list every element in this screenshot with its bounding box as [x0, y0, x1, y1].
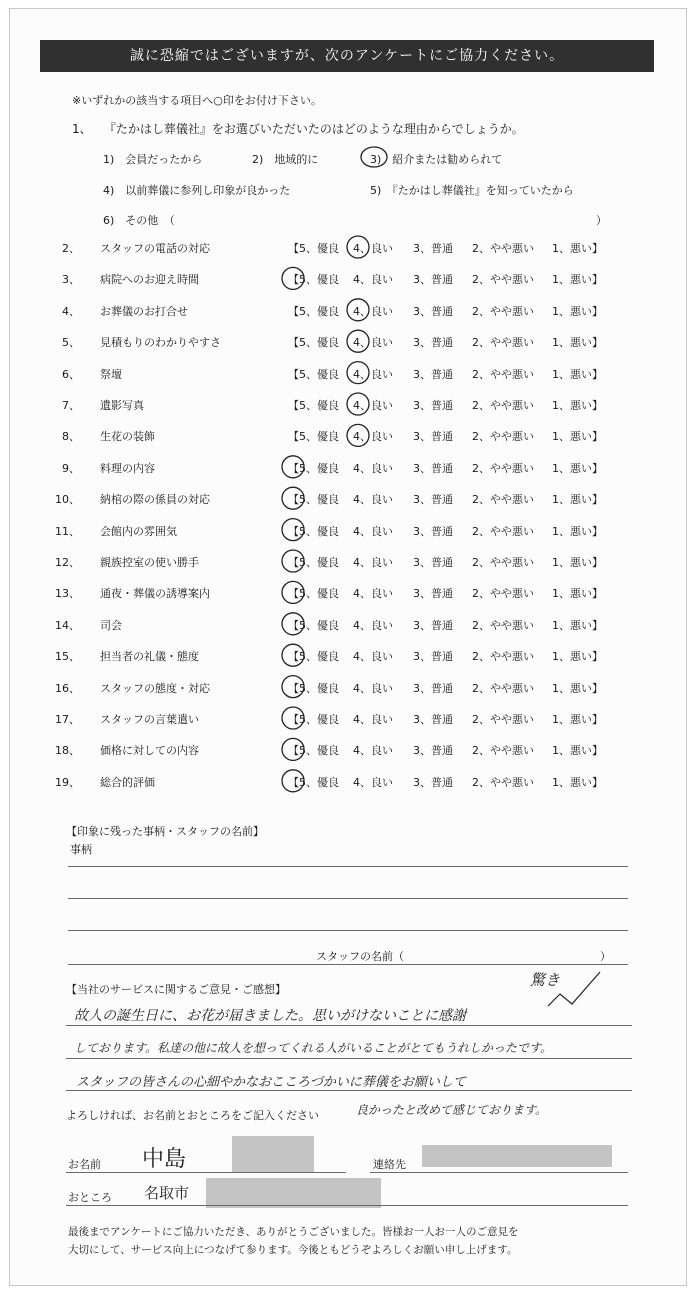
rating-row — [0, 240, 694, 260]
rating-option-4[interactable]: 4、良い — [353, 744, 393, 758]
rating-row-number: 3、 — [62, 273, 80, 287]
rating-option-2[interactable]: 2、やや悪い — [472, 681, 534, 695]
rating-row — [0, 680, 694, 700]
rating-option-1[interactable]: 1、悪い】 — [552, 273, 603, 287]
rating-row-number: 8、 — [62, 430, 80, 444]
question-1-text: 『たかはし葬儀社』をお選びいただいたのはどのような理由からでしょうか。 — [103, 122, 524, 136]
rating-row-label: 親族控室の使い勝手 — [100, 556, 199, 569]
rating-option-5[interactable]: 【5、優良 — [288, 367, 339, 381]
rating-option-4[interactable]: 4、良い — [353, 242, 393, 255]
rating-row-label: 総合的評価 — [100, 775, 155, 789]
rating-option-5[interactable]: 【5、優良 — [288, 273, 339, 287]
rating-option-3[interactable]: 3、普通 — [413, 713, 453, 726]
rating-row-number: 13、 — [55, 587, 80, 601]
rating-option-3[interactable]: 3、普通 — [413, 336, 453, 350]
rating-row-label: 担当者の礼儀・態度 — [100, 650, 199, 664]
opinion-title: 【当社のサービスに関するご意見・ご感想】 — [66, 983, 286, 996]
name-label: お名前 — [68, 1158, 101, 1171]
rating-option-2[interactable]: 2、やや悪い — [472, 493, 534, 507]
rating-option-5[interactable]: 【5、優良 — [288, 524, 339, 538]
rating-option-4[interactable]: 4、良い — [353, 304, 393, 318]
rating-option-2[interactable]: 2、やや悪い — [472, 775, 534, 789]
rating-row-number: 9、 — [62, 461, 80, 475]
opinion-insert: 驚き — [530, 971, 561, 989]
rating-option-2[interactable]: 2、やや悪い — [472, 713, 534, 726]
rating-row-label: 祭壇 — [100, 367, 122, 381]
rating-row — [0, 428, 694, 448]
address-value[interactable]: 名取市 — [144, 1184, 190, 1202]
rating-option-2[interactable]: 2、やや悪い — [472, 587, 534, 601]
rating-row-number: 19、 — [55, 775, 80, 789]
q1-option-1[interactable]: 1) 会員だったから — [103, 153, 203, 166]
rating-option-5[interactable]: 【5、優良 — [288, 650, 339, 664]
rating-option-3[interactable]: 3、普通 — [413, 461, 453, 475]
rating-row — [0, 366, 694, 386]
opinion-line-4: 良かったと改めて感じております。 — [356, 1103, 548, 1117]
matter-line-1[interactable] — [68, 866, 628, 867]
rating-option-5[interactable]: 【5、優良 — [288, 336, 339, 350]
rating-option-5[interactable]: 【5、優良 — [288, 304, 339, 318]
matter-line-3[interactable] — [68, 930, 628, 931]
rating-option-2[interactable]: 2、やや悪い — [472, 461, 534, 475]
rating-option-4[interactable]: 4、良い — [353, 650, 393, 664]
rating-option-4[interactable]: 4、良い — [353, 524, 393, 538]
q1-option-6-close: ） — [596, 214, 607, 227]
rating-option-3[interactable]: 3、普通 — [413, 493, 453, 507]
rating-option-1[interactable]: 1、悪い】 — [552, 399, 603, 412]
address-line — [66, 1205, 628, 1206]
q1-option-2[interactable]: 2) 地域的に — [252, 153, 319, 166]
rating-row-label: 司会 — [100, 618, 122, 632]
rating-row-number: 6、 — [62, 367, 80, 381]
rating-option-4[interactable]: 4、良い — [353, 775, 393, 789]
opinion-line-2: しております。私達の他に故人を想ってくれる人がいることがとてもうれしかったです。 — [74, 1041, 553, 1055]
rating-option-4[interactable]: 4、良い — [353, 587, 393, 601]
contact-label: 連絡先 — [373, 1158, 406, 1171]
rating-row-number: 2、 — [62, 242, 80, 255]
rating-option-5[interactable]: 【5、優良 — [288, 713, 339, 726]
rating-option-4[interactable]: 4、良い — [353, 430, 393, 444]
q1-option-6[interactable]: 6) その他 （ — [103, 214, 175, 227]
rating-option-3[interactable]: 3、普通 — [413, 681, 453, 695]
rating-row-label: スタッフの態度・対応 — [100, 681, 210, 695]
rating-row — [0, 523, 694, 543]
rating-option-4[interactable]: 4、良い — [353, 493, 393, 507]
rating-option-4[interactable]: 4、良い — [353, 681, 393, 695]
rating-row-number: 14、 — [55, 618, 80, 632]
rating-row-label: 病院へのお迎え時間 — [100, 273, 199, 287]
rating-option-1[interactable]: 1、悪い】 — [552, 367, 603, 381]
instruction-text: ※いずれかの該当する項目へ○印をお付け下さい。 — [72, 94, 322, 107]
rating-option-3[interactable]: 3、普通 — [413, 304, 453, 318]
rating-option-1[interactable]: 1、悪い】 — [552, 587, 603, 601]
staff-name-close: ） — [600, 950, 611, 963]
contact-line — [370, 1172, 628, 1173]
rating-row — [0, 491, 694, 511]
opinion-rule-2 — [66, 1058, 632, 1059]
rating-row — [0, 711, 694, 731]
rating-row-number: 15、 — [55, 650, 80, 664]
rating-option-5[interactable]: 【5、優良 — [288, 775, 339, 789]
rating-option-5[interactable]: 【5、優良 — [288, 242, 339, 255]
rating-option-3[interactable]: 3、普通 — [413, 775, 453, 789]
rating-row-label: 料理の内容 — [100, 461, 155, 475]
rating-option-4[interactable]: 4、良い — [353, 556, 393, 569]
rating-row-label: 会館内の雰囲気 — [100, 524, 177, 538]
rating-row-number: 12、 — [55, 556, 80, 569]
redacted-contact — [422, 1145, 612, 1167]
rating-row-label: スタッフの言葉遣い — [100, 713, 199, 726]
rating-option-5[interactable]: 【5、優良 — [288, 399, 339, 412]
rating-option-4[interactable]: 4、良い — [353, 367, 393, 381]
rating-row — [0, 742, 694, 762]
rating-option-2[interactable]: 2、やや悪い — [472, 273, 534, 287]
rating-option-4[interactable]: 4、良い — [353, 336, 393, 350]
rating-option-2[interactable]: 2、やや悪い — [472, 430, 534, 444]
rating-option-1[interactable]: 1、悪い】 — [552, 744, 603, 758]
rating-option-1[interactable]: 1、悪い】 — [552, 556, 603, 569]
rating-option-4[interactable]: 4、良い — [353, 399, 393, 412]
rating-option-4[interactable]: 4、良い — [353, 618, 393, 632]
rating-option-2[interactable]: 2、やや悪い — [472, 242, 534, 255]
rating-option-3[interactable]: 3、普通 — [413, 744, 453, 758]
rating-option-3[interactable]: 3、普通 — [413, 587, 453, 601]
rating-row — [0, 648, 694, 668]
rating-row — [0, 585, 694, 605]
rating-row-number: 5、 — [62, 336, 80, 350]
rating-option-1[interactable]: 1、悪い】 — [552, 304, 603, 318]
rating-row-label: 生花の装飾 — [100, 430, 155, 444]
rating-option-3[interactable]: 3、普通 — [413, 524, 453, 538]
staff-name-line[interactable] — [68, 964, 628, 965]
rating-option-5[interactable]: 【5、優良 — [288, 556, 339, 569]
opinion-line-1: 故人の誕生日に、お花が届きました。思いがけないことに感謝 — [74, 1008, 466, 1024]
rating-row-number: 16、 — [55, 681, 80, 695]
rating-row-number: 4、 — [62, 304, 80, 318]
page-title: 誠に恐縮ではございますが、次のアンケートにご協力ください。 — [40, 40, 654, 72]
contact-request: よろしければ、お名前とおところをご記入ください — [66, 1109, 319, 1122]
rating-option-2[interactable]: 2、やや悪い — [472, 556, 534, 569]
rating-row — [0, 397, 694, 417]
rating-option-1[interactable]: 1、悪い】 — [552, 336, 603, 350]
rating-option-5[interactable]: 【5、優良 — [288, 587, 339, 601]
rating-row — [0, 617, 694, 637]
rating-option-1[interactable]: 1、悪い】 — [552, 461, 603, 475]
rating-option-3[interactable]: 3、普通 — [413, 399, 453, 412]
matter-line-2[interactable] — [68, 898, 628, 899]
rating-row-number: 7、 — [62, 399, 80, 412]
rating-option-3[interactable]: 3、普通 — [413, 273, 453, 287]
rating-option-2[interactable]: 2、やや悪い — [472, 336, 534, 350]
impression-title: 【印象に残った事柄・スタッフの名前】 — [66, 825, 264, 838]
redacted-name — [232, 1136, 314, 1172]
opinion-rule-1 — [66, 1025, 632, 1026]
rating-row-label: 通夜・葬儀の誘導案内 — [100, 587, 210, 601]
rating-option-3[interactable]: 3、普通 — [413, 618, 453, 632]
question-1-number: 1、 — [72, 122, 92, 136]
rating-option-1[interactable]: 1、悪い】 — [552, 775, 603, 789]
redacted-address — [206, 1178, 381, 1208]
staff-name-label: スタッフの名前（ — [316, 950, 404, 963]
rating-option-1[interactable]: 1、悪い】 — [552, 493, 603, 507]
rating-option-4[interactable]: 4、良い — [353, 461, 393, 475]
rating-option-5[interactable]: 【5、優良 — [288, 493, 339, 507]
survey-sheet — [9, 8, 687, 1286]
q1-option-4[interactable]: 4) 以前葬儀に参列し印象が良かった — [103, 184, 291, 197]
rating-row-label: 遺影写真 — [100, 399, 144, 412]
rating-option-2[interactable]: 2、やや悪い — [472, 618, 534, 632]
rating-row-number: 18、 — [55, 744, 80, 758]
rating-option-1[interactable]: 1、悪い】 — [552, 713, 603, 726]
rating-option-2[interactable]: 2、やや悪い — [472, 524, 534, 538]
rating-option-3[interactable]: 3、普通 — [413, 242, 453, 255]
matter-label: 事柄 — [70, 843, 92, 856]
rating-row-number: 10、 — [55, 493, 80, 507]
name-line — [66, 1172, 346, 1173]
rating-option-2[interactable]: 2、やや悪い — [472, 304, 534, 318]
rating-row — [0, 271, 694, 291]
rating-option-1[interactable]: 1、悪い】 — [552, 681, 603, 695]
rating-row-label: 価格に対しての内容 — [100, 744, 199, 758]
rating-option-1[interactable]: 1、悪い】 — [552, 618, 603, 632]
rating-option-5[interactable]: 【5、優良 — [288, 681, 339, 695]
rating-row — [0, 460, 694, 480]
rating-option-3[interactable]: 3、普通 — [413, 367, 453, 381]
rating-option-2[interactable]: 2、やや悪い — [472, 744, 534, 758]
rating-option-1[interactable]: 1、悪い】 — [552, 242, 603, 255]
rating-row — [0, 334, 694, 354]
rating-row-label: 納棺の際の係員の対応 — [100, 493, 210, 507]
rating-option-4[interactable]: 4、良い — [353, 713, 393, 726]
rating-row-label: 見積もりのわかりやすさ — [100, 336, 221, 350]
address-label: おところ — [68, 1191, 112, 1204]
rating-row-number: 17、 — [55, 713, 80, 726]
rating-option-3[interactable]: 3、普通 — [413, 556, 453, 569]
question-1 — [72, 120, 524, 137]
rating-row — [0, 774, 694, 794]
opinion-rule-3 — [66, 1090, 632, 1091]
rating-row-number: 11、 — [55, 524, 80, 538]
footer-line-2: 大切にして、サービス向上につなげて参ります。今後ともどうぞよろしくお願い申し上げます。 — [68, 1244, 518, 1256]
rating-option-1[interactable]: 1、悪い】 — [552, 430, 603, 444]
rating-option-4[interactable]: 4、良い — [353, 273, 393, 287]
rating-option-1[interactable]: 1、悪い】 — [552, 650, 603, 664]
rating-option-5[interactable]: 【5、優良 — [288, 744, 339, 758]
footer-line-1: 最後までアンケートにご協力いただき、ありがとうございました。皆様お一人お一人のご意見を — [68, 1226, 519, 1238]
rating-option-2[interactable]: 2、やや悪い — [472, 399, 534, 412]
rating-option-5[interactable]: 【5、優良 — [288, 430, 339, 444]
opinion-line-3: スタッフの皆さんの心細やかなおこころづかいに葬儀をお願いして — [76, 1075, 466, 1090]
rating-option-3[interactable]: 3、普通 — [413, 430, 453, 444]
q1-option-5[interactable]: 5) 『たかはし葬儀社』を知っていたから — [370, 184, 574, 197]
rating-row — [0, 303, 694, 323]
rating-row-label: お葬儀のお打合せ — [100, 304, 188, 318]
rating-option-2[interactable]: 2、やや悪い — [472, 650, 534, 664]
rating-option-1[interactable]: 1、悪い】 — [552, 524, 603, 538]
rating-option-3[interactable]: 3、普通 — [413, 650, 453, 664]
rating-option-5[interactable]: 【5、優良 — [288, 461, 339, 475]
name-value[interactable]: 中島 — [142, 1147, 187, 1172]
rating-row — [0, 554, 694, 574]
rating-row-label: スタッフの電話の対応 — [100, 242, 210, 255]
rating-option-2[interactable]: 2、やや悪い — [472, 367, 534, 381]
rating-option-5[interactable]: 【5、優良 — [288, 618, 339, 632]
q1-option-3[interactable]: 3) 紹介または勧められて — [370, 153, 503, 166]
